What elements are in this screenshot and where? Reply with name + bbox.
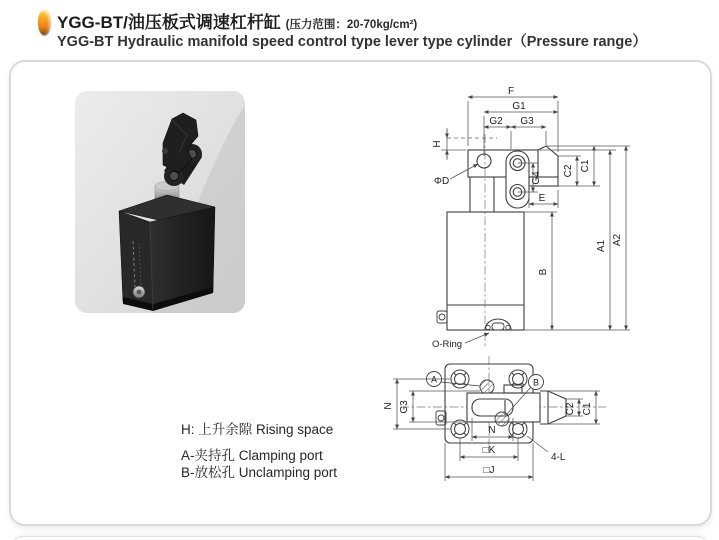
port-fitting [133,286,145,298]
dim-label-4l: 4-L [551,452,566,463]
dim-label-c2: C2 [563,164,574,178]
head-hole [477,154,491,168]
technical-drawing [383,80,633,492]
dim-label-e: E [538,193,546,204]
front-view-labels [432,86,623,350]
title-zh-text: YGG-BT/油压板式调速杠杆缸 [57,13,281,32]
port-a-label: A [430,374,438,385]
body-block [447,212,524,330]
dim-label-b: B [538,268,549,276]
dim-label-g4: G4 [531,171,542,185]
dim-label-k: □K [482,445,496,456]
product-photo [75,91,245,313]
title-english: YGG-BT Hydraulic manifold speed control type lever type cylinder（Pressure range） [57,34,647,50]
dim-label-c1: C1 [580,159,591,173]
o-ring-dome [485,319,511,330]
dim-label-j: □J [483,465,495,476]
page-header [0,0,719,56]
dim-label-n-bottom: N [488,425,496,436]
dim-label-c2-bottom: C2 [565,402,576,416]
product-photo-svg [75,91,245,313]
lever-nose [540,391,566,424]
dim-label-a2: A2 [612,233,623,247]
front-view [437,134,558,348]
note-rising-space: H: 上升余隙 Rising space [181,422,334,437]
dim-label-n-left: N [383,402,394,410]
note-unclamping-port: B-放松孔 Unclamping port [181,465,338,480]
dim-label-g3-bottom: G3 [399,400,410,414]
pressure-range-note: (压力范围：20-70kg/cm²) [285,19,418,31]
port-b-label: B [532,377,540,388]
o-ring-label: O-Ring [432,339,463,350]
dim-label-g1: G1 [512,101,526,112]
front-view-dimensions [441,97,630,343]
dim-label-h: H [432,140,443,148]
dim-label-f: F [507,86,515,97]
note-clamping-port: A-夹持孔 Clamping port [181,448,323,463]
clamping-port-hole [480,380,494,394]
dim-label-g3: G3 [520,116,534,127]
dim-label-phi-d: ΦD [434,176,450,187]
dim-label-a1: A1 [596,239,607,253]
dim-label-c1-bottom: C1 [582,402,593,416]
legend-notes [181,421,337,481]
dim-label-g2: G2 [489,116,503,127]
oil-drop-icon [38,10,51,35]
next-panel-edge [12,536,708,540]
side-port-fitting [437,311,447,323]
